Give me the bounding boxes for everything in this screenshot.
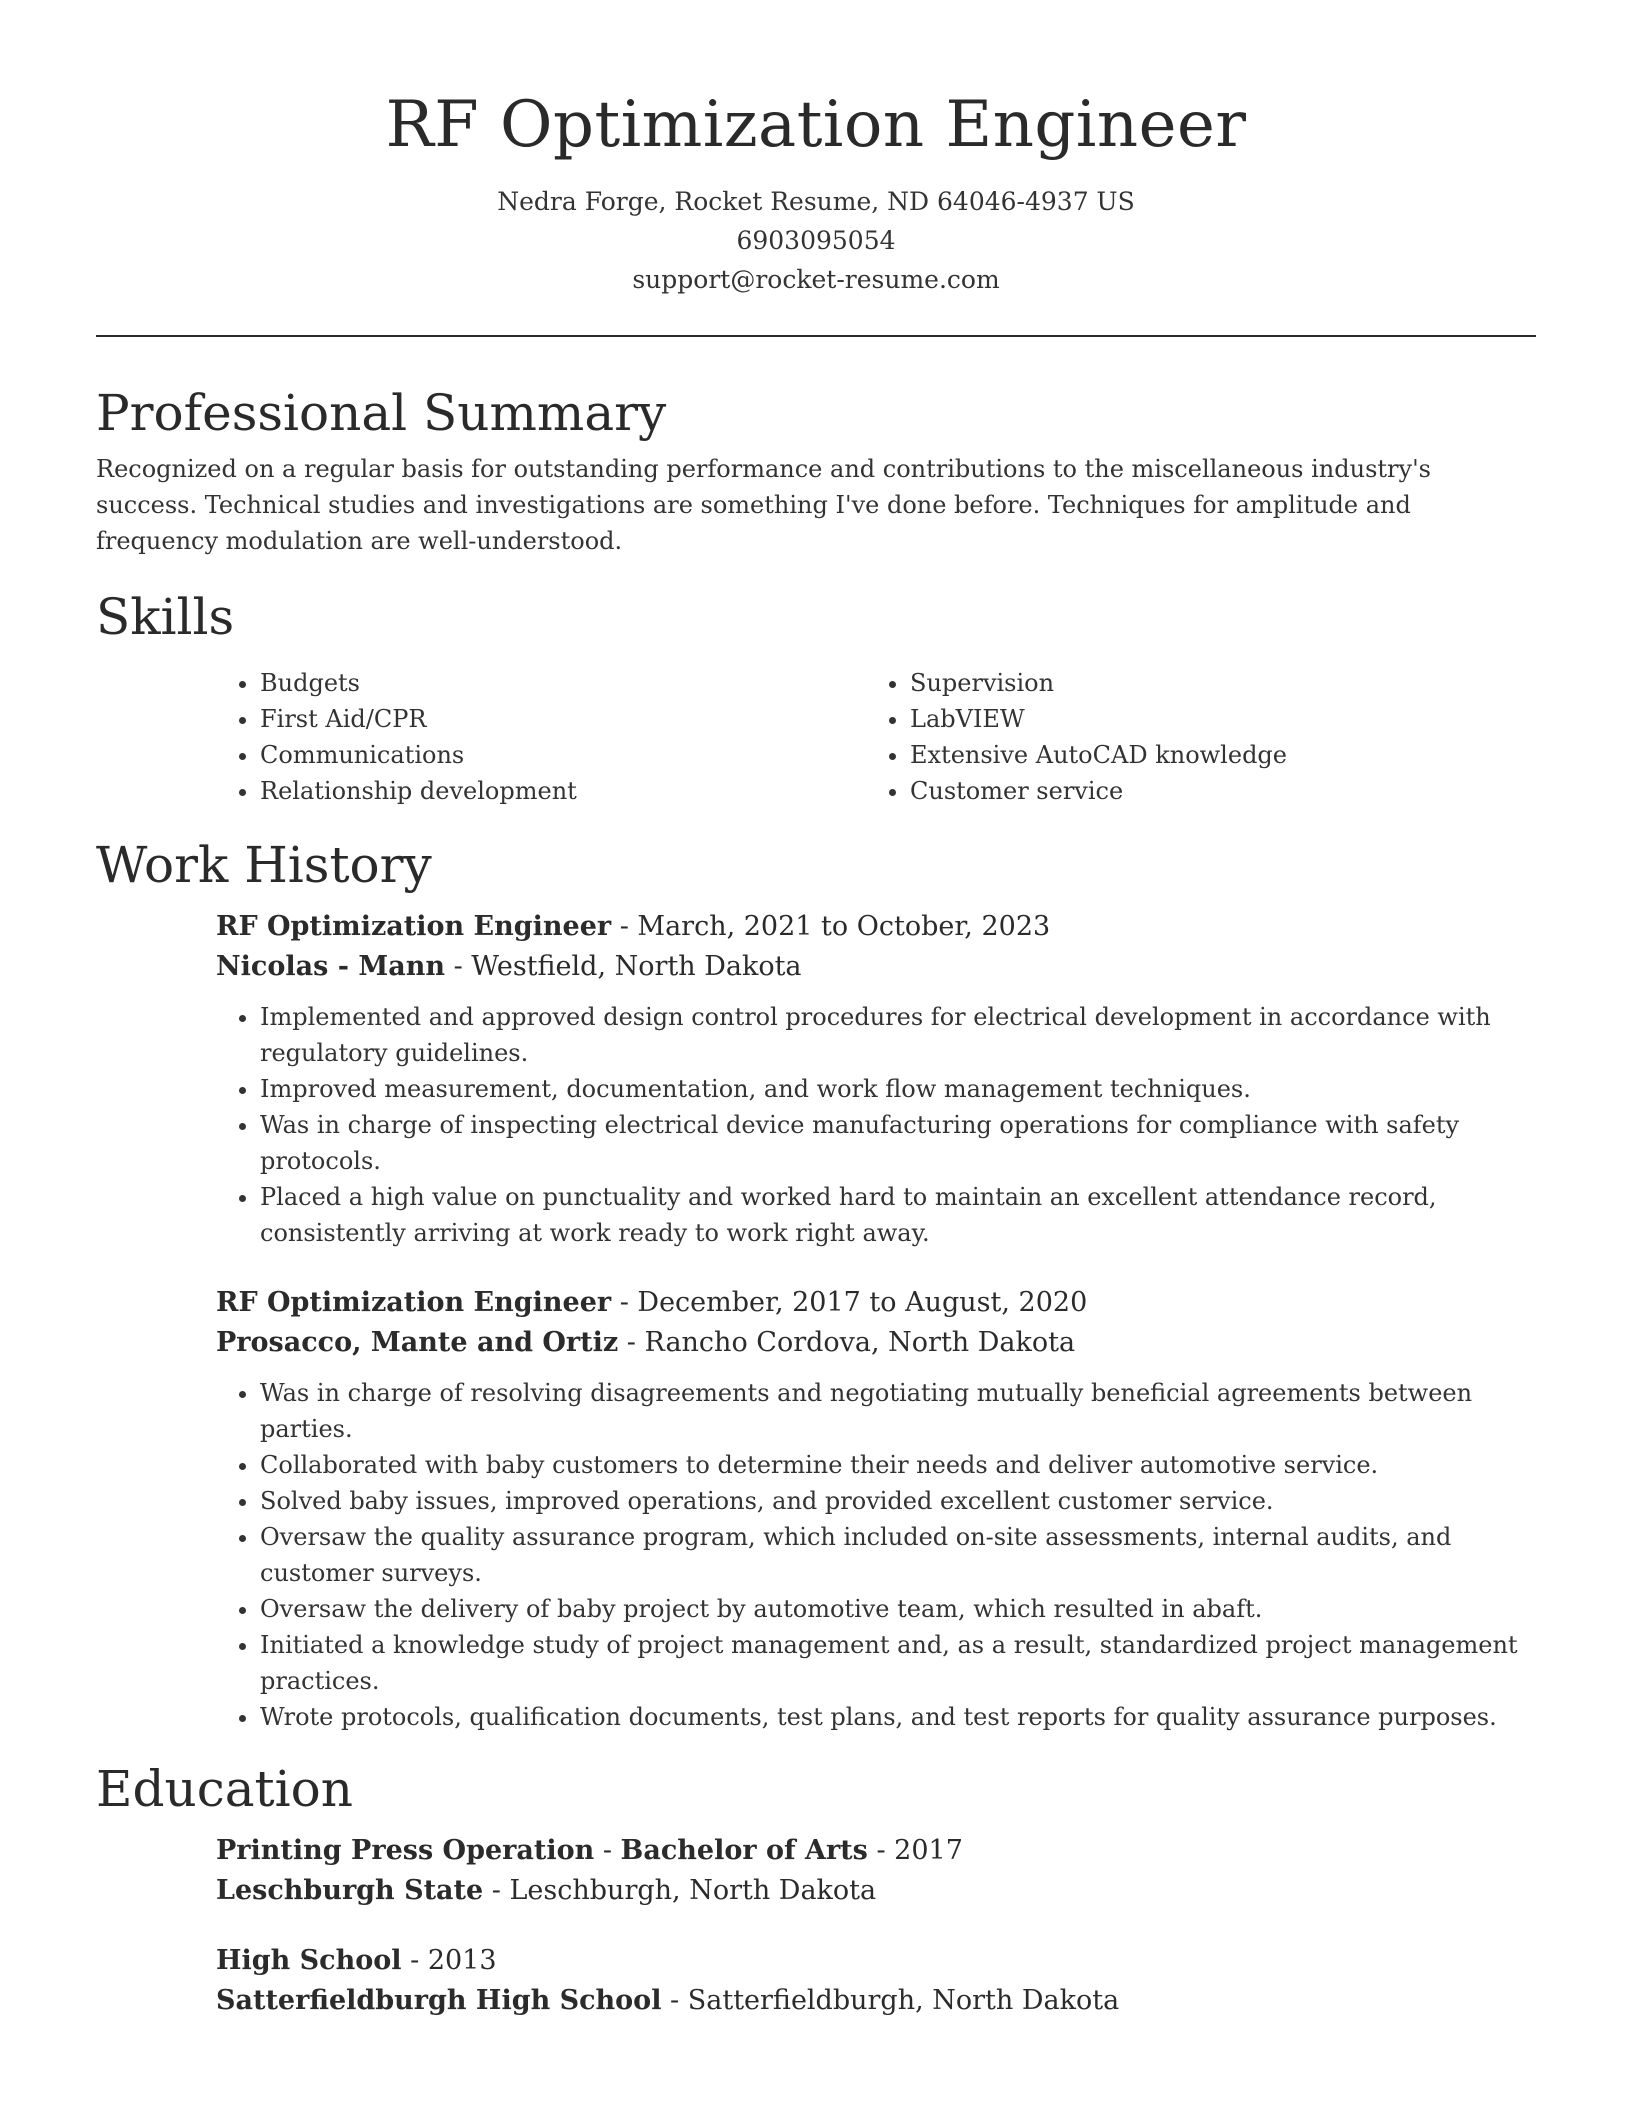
skills-grid — [216, 665, 1536, 809]
education-location: Satterfieldburgh, North Dakota — [687, 1985, 1120, 2016]
skill-item: • Budgets — [260, 665, 866, 701]
resume-title: RF Optimization Engineer — [385, 88, 1247, 162]
job-entry — [216, 1283, 1536, 1735]
job-bullet: • Wrote protocols, qualification documents, test plans, and test reports for quality assurance purposes. — [260, 1699, 1536, 1735]
skill-item: • First Aid/CPR — [260, 701, 866, 737]
education-year: 2017 — [894, 1835, 963, 1866]
skills-column-right — [866, 665, 1516, 809]
education-school: Leschburgh State — [216, 1875, 484, 1906]
education-field: High School — [216, 1945, 402, 1976]
job-dates: March, 2021 to October, 2023 — [637, 911, 1051, 942]
resume-page — [96, 0, 1536, 2021]
job-title-line: RF Optimization Engineer - December, 2017 to August, 2020 — [216, 1287, 1088, 1318]
contact-address: Nedra Forge, Rocket Resume, ND 64046-4937 US — [497, 187, 1135, 216]
job-dates: December, 2017 to August, 2020 — [637, 1287, 1088, 1318]
job-bullet: • Was in charge of inspecting electrical device manufacturing operations for compliance with safety protocols. — [260, 1107, 1536, 1179]
resume-header — [96, 0, 1536, 299]
contact-block — [96, 182, 1536, 299]
job-company-line: Prosacco, Mante and Ortiz - Rancho Cordova, North Dakota — [216, 1327, 1076, 1358]
job-entry — [216, 907, 1536, 1251]
education-school-line: Satterfieldburgh High School - Satterfieldburgh, North Dakota — [216, 1985, 1120, 2016]
education-section — [96, 1757, 1536, 2021]
skills-column-left — [216, 665, 866, 809]
skill-item: • Relationship development — [260, 773, 866, 809]
summary-section — [96, 381, 1536, 559]
education-degree: Bachelor of Arts — [620, 1835, 868, 1866]
education-location: Leschburgh, North Dakota — [509, 1875, 877, 1906]
skill-item: • Communications — [260, 737, 866, 773]
contact-phone: 6903095054 — [736, 226, 896, 255]
job-bullet: • Placed a high value on punctuality and worked hard to maintain an excellent attendance record, consistently arriving at work ready to work right away. — [260, 1179, 1536, 1251]
job-role: RF Optimization Engineer — [216, 911, 612, 942]
education-school-line: Leschburgh State - Leschburgh, North Dakota — [216, 1875, 877, 1906]
education-field: Printing Press Operation — [216, 1835, 595, 1866]
education-entry — [216, 1831, 1536, 1911]
skill-item: • Supervision — [910, 665, 1516, 701]
summary-heading: Professional Summary — [96, 384, 667, 442]
skill-item: • LabVIEW — [910, 701, 1516, 737]
header-divider — [96, 335, 1536, 337]
job-location: Rancho Cordova, North Dakota — [644, 1327, 1076, 1358]
job-role: RF Optimization Engineer — [216, 1287, 612, 1318]
contact-email: support@rocket-resume.com — [632, 265, 1000, 294]
job-bullet: • Initiated a knowledge study of project management and, as a result, standardized project management practices. — [260, 1627, 1536, 1699]
job-bullets — [216, 1375, 1536, 1735]
job-title-line: RF Optimization Engineer - March, 2021 to October, 2023 — [216, 911, 1051, 942]
summary-text: Recognized on a regular basis for outstanding performance and contributions to the miscellaneous industry's success. Technical studies and investigations are something I've done before. Techniques for amplitude and frequency modulation are well-understood. — [96, 455, 1431, 555]
job-bullets — [216, 999, 1536, 1251]
skill-item: • Customer service — [910, 773, 1516, 809]
job-bullet: • Oversaw the quality assurance program, which included on-site assessments, internal audits, and customer surveys. — [260, 1519, 1536, 1591]
job-bullet: • Was in charge of resolving disagreements and negotiating mutually beneficial agreements between parties. — [260, 1375, 1536, 1447]
education-year: 2013 — [427, 1945, 497, 1976]
job-company: Prosacco, Mante and Ortiz — [216, 1327, 619, 1358]
education-entry — [216, 1941, 1536, 2021]
job-bullet: • Collaborated with baby customers to determine their needs and deliver automotive service. — [260, 1447, 1536, 1483]
job-bullet: • Solved baby issues, improved operations, and provided excellent customer service. — [260, 1483, 1536, 1519]
education-degree-line: Printing Press Operation - Bachelor of Arts - 2017 — [216, 1835, 963, 1866]
work-section — [96, 833, 1536, 1735]
skills-section — [96, 585, 1536, 809]
work-heading: Work History — [96, 836, 432, 894]
skill-item: • Extensive AutoCAD knowledge — [910, 737, 1516, 773]
education-heading: Education — [96, 1760, 353, 1818]
job-bullet: • Improved measurement, documentation, and work flow management techniques. — [260, 1071, 1536, 1107]
job-company: Nicolas - Mann — [216, 951, 445, 982]
education-school: Satterfieldburgh High School — [216, 1985, 662, 2016]
education-degree-line: High School - 2013 — [216, 1945, 497, 1976]
job-bullet: • Oversaw the delivery of baby project by automotive team, which resulted in abaft. — [260, 1591, 1536, 1627]
job-bullet: • Implemented and approved design control procedures for electrical development in accordance with regulatory guidelines. — [260, 999, 1536, 1071]
job-company-line: Nicolas - Mann - Westfield, North Dakota — [216, 951, 802, 982]
job-location: Westfield, North Dakota — [471, 951, 802, 982]
skills-heading: Skills — [96, 588, 235, 646]
